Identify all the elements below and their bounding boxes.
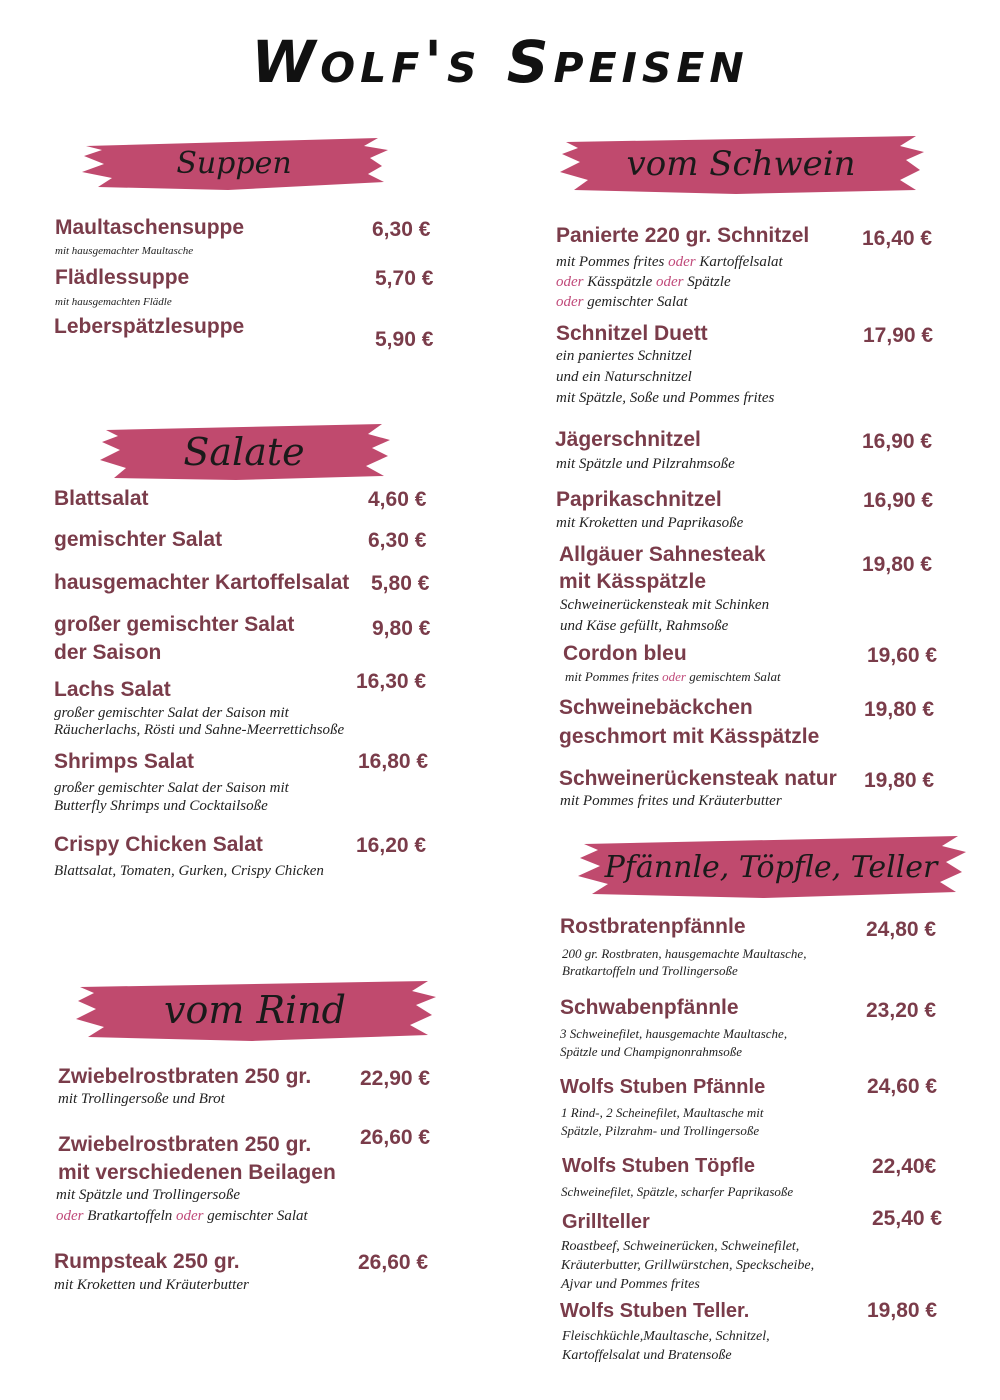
menu-item-desc: 3 Schweinefilet, hausgemachte Maultasche, xyxy=(560,1026,788,1041)
menu-item-desc: Ajvar und Pommes frites xyxy=(561,1277,700,1292)
menu-item-desc xyxy=(565,670,781,684)
menu-item-name: Schweinerückensteak natur xyxy=(559,767,837,790)
menu-item-desc: und Käse gefüllt, Rahmsoße xyxy=(560,618,729,634)
heading-salate xyxy=(96,420,392,484)
menu-item-price: 19,80 € xyxy=(864,698,935,721)
desc-part: gemischter Salat xyxy=(207,1208,308,1224)
menu-item-desc: 200 gr. Rostbraten, hausgemachte Maultasche, xyxy=(562,946,807,961)
heading-salate-label: Salate xyxy=(183,430,305,474)
menu-item-name: der Saison xyxy=(54,641,162,664)
menu-item-name: mit verschiedenen Beilagen xyxy=(58,1161,336,1184)
menu-item-price: 16,30 € xyxy=(356,670,427,693)
menu-item-price: 24,60 € xyxy=(867,1075,938,1098)
menu-item-name: gemischter Salat xyxy=(54,528,223,551)
menu-item-name: geschmort mit Kässpätzle xyxy=(559,725,820,748)
desc-part: Bratkartoffeln xyxy=(87,1208,173,1224)
menu-item-desc: mit Trollingersoße und Brot xyxy=(58,1091,225,1107)
menu-item-desc: mit Spätzle und Trollingersoße xyxy=(56,1187,241,1203)
menu-item-price: 5,90 € xyxy=(375,328,434,351)
menu-item-desc: Butterfly Shrimps und Cocktailsoße xyxy=(54,798,268,814)
heading-rind xyxy=(72,975,438,1045)
heading-suppen-label: Suppen xyxy=(176,145,292,181)
menu-item-price: 16,90 € xyxy=(862,430,933,453)
menu-item-name: Zwiebelrostbraten 250 gr. xyxy=(58,1133,312,1156)
menu-item-name: Allgäuer Sahnesteak xyxy=(559,543,766,566)
menu-item-name: Rostbratenpfännle xyxy=(560,915,746,938)
menu-item-price: 6,30 € xyxy=(372,218,431,241)
menu-item-price: 9,80 € xyxy=(372,617,431,640)
menu-item-desc: Räucherlachs, Rösti und Sahne-Meerrettichsoße xyxy=(54,722,345,738)
menu-item-price: 5,80 € xyxy=(371,572,430,595)
menu-item-desc: großer gemischter Salat der Saison mit xyxy=(54,780,289,796)
menu-item-desc: Kräuterbutter, Grillwürstchen, Speckscheibe, xyxy=(561,1258,815,1273)
menu-item-name: Wolfs Stuben Pfännle xyxy=(560,1076,766,1098)
desc-part: Spätzle xyxy=(687,274,731,290)
heading-schwein-label: vom Schwein xyxy=(626,144,856,184)
menu-item-name: mit Kässpätzle xyxy=(559,570,707,593)
menu-item-name: Wolfs Stuben Teller. xyxy=(560,1300,750,1322)
menu-item-desc: mit hausgemachter Maultasche xyxy=(55,245,194,257)
oder-text: oder xyxy=(668,254,696,270)
menu-item-desc xyxy=(556,272,731,293)
menu-item-price: 5,70 € xyxy=(375,267,434,290)
oder-text: oder xyxy=(656,274,684,290)
desc-part: gemischtem Salat xyxy=(689,669,781,684)
menu-item-name: großer gemischter Salat xyxy=(54,613,295,636)
menu-item-desc: Schweinefilet, Spätzle, scharfer Paprikasoße xyxy=(561,1184,794,1199)
menu-item-price: 19,80 € xyxy=(864,769,935,792)
menu-item-price: 16,20 € xyxy=(356,834,427,857)
menu-item-name: Wolfs Stuben Töpfle xyxy=(562,1155,755,1177)
menu-item-desc: Fleischküchle,Maultasche, Schnitzel, xyxy=(562,1329,770,1344)
oder-text: oder xyxy=(556,294,584,310)
menu-item-desc: Roastbeef, Schweinerücken, Schweinefilet, xyxy=(561,1239,800,1254)
menu-item-price: 24,80 € xyxy=(866,918,937,941)
menu-item-desc xyxy=(56,1206,308,1227)
menu-item-price: 16,90 € xyxy=(863,489,934,512)
menu-item-name: Cordon bleu xyxy=(563,642,687,665)
menu-item-price: 19,60 € xyxy=(867,644,938,667)
oder-text: oder xyxy=(56,1208,84,1224)
menu-item-price: 19,80 € xyxy=(867,1299,938,1322)
menu-item-desc: und ein Naturschnitzel xyxy=(556,369,692,385)
menu-item-desc: mit Spätzle und Pilzrahmsoße xyxy=(556,456,735,472)
menu-item-desc: Bratkartoffeln und Trollingersoße xyxy=(562,963,738,978)
menu-item-name: Maultaschensuppe xyxy=(55,216,245,239)
menu-item-price: 6,30 € xyxy=(368,529,427,552)
menu-item-name: Jägerschnitzel xyxy=(555,428,701,451)
menu-item-desc: ein paniertes Schnitzel xyxy=(556,348,692,364)
desc-part: mit Pommes frites xyxy=(556,254,665,270)
menu-item-price: 26,60 € xyxy=(358,1251,429,1274)
menu-item-name: Blattsalat xyxy=(54,487,149,510)
menu-item-desc: Schweinerückensteak mit Schinken xyxy=(560,597,770,613)
menu-item-name: Leberspätzlesuppe xyxy=(54,315,245,338)
menu-item-name: Zwiebelrostbraten 250 gr. xyxy=(58,1065,312,1088)
menu-item-price: 26,60 € xyxy=(360,1126,431,1149)
menu-item-desc: mit Kroketten und Paprikasoße xyxy=(556,515,744,531)
menu-item-name: Grillteller xyxy=(562,1211,650,1233)
heading-suppen xyxy=(78,132,390,194)
menu-item-name: Crispy Chicken Salat xyxy=(54,833,263,856)
desc-part: Kässpätzle xyxy=(587,274,653,290)
menu-item-desc: 1 Rind-, 2 Scheinefilet, Maultasche mit xyxy=(561,1105,764,1120)
menu-title: Wolf's Speisen xyxy=(251,28,749,96)
menu-item-desc xyxy=(556,252,783,273)
oder-text: oder xyxy=(176,1208,204,1224)
menu-item-price: 17,90 € xyxy=(863,324,934,347)
menu-item-name: Paprikaschnitzel xyxy=(556,488,722,511)
menu-item-desc xyxy=(556,292,688,313)
menu-item-name: Lachs Salat xyxy=(54,678,171,701)
menu-item-name: Panierte 220 gr. Schnitzel xyxy=(556,224,810,247)
menu-item-price: 22,40€ xyxy=(872,1155,937,1178)
menu-item-desc: mit Spätzle, Soße und Pommes frites xyxy=(556,390,775,406)
menu-item-price: 19,80 € xyxy=(862,553,933,576)
menu-item-name: Shrimps Salat xyxy=(54,750,195,773)
menu-item-name: Schwabenpfännle xyxy=(560,996,739,1019)
heading-pfaennle-label: Pfännle, Töpfle, Teller xyxy=(604,849,938,885)
desc-part: mit Pommes frites xyxy=(565,669,659,684)
menu-item-desc: Blattsalat, Tomaten, Gurken, Crispy Chicken xyxy=(54,863,324,879)
oder-text: oder xyxy=(556,274,584,290)
menu-item-desc: mit Kroketten und Kräuterbutter xyxy=(54,1277,249,1293)
menu-item-desc: Spätzle, Pilzrahm- und Trollingersoße xyxy=(561,1123,760,1138)
menu-item-name: Rumpsteak 250 gr. xyxy=(54,1250,240,1273)
menu-item-name: Schweinebäckchen xyxy=(559,696,753,719)
menu-item-desc: mit Pommes frites und Kräuterbutter xyxy=(560,793,782,809)
menu-item-desc: Spätzle und Champignonrahmsoße xyxy=(560,1044,742,1059)
menu-item-desc: Kartoffelsalat und Bratensoße xyxy=(562,1348,732,1363)
menu-item-name: Flädlessuppe xyxy=(55,266,190,289)
menu-item-desc: mit hausgemachten Flädle xyxy=(55,296,172,308)
desc-part: Kartoffelsalat xyxy=(699,254,783,270)
desc-part: gemischter Salat xyxy=(587,294,688,310)
menu-item-price: 25,40 € xyxy=(872,1207,943,1230)
heading-schwein xyxy=(556,130,926,198)
menu-item-price: 16,40 € xyxy=(862,227,933,250)
oder-text: oder xyxy=(662,669,686,684)
heading-pfaennle xyxy=(574,832,968,902)
menu-item-name: Schnitzel Duett xyxy=(556,322,708,345)
menu-item-price: 23,20 € xyxy=(866,999,937,1022)
menu-item-name: hausgemachter Kartoffelsalat xyxy=(54,571,350,594)
menu-item-price: 22,90 € xyxy=(360,1067,431,1090)
menu-item-price: 16,80 € xyxy=(358,750,429,773)
menu-item-desc: großer gemischter Salat der Saison mit xyxy=(54,705,289,721)
menu-item-price: 4,60 € xyxy=(368,488,427,511)
heading-rind-label: vom Rind xyxy=(163,988,347,1032)
